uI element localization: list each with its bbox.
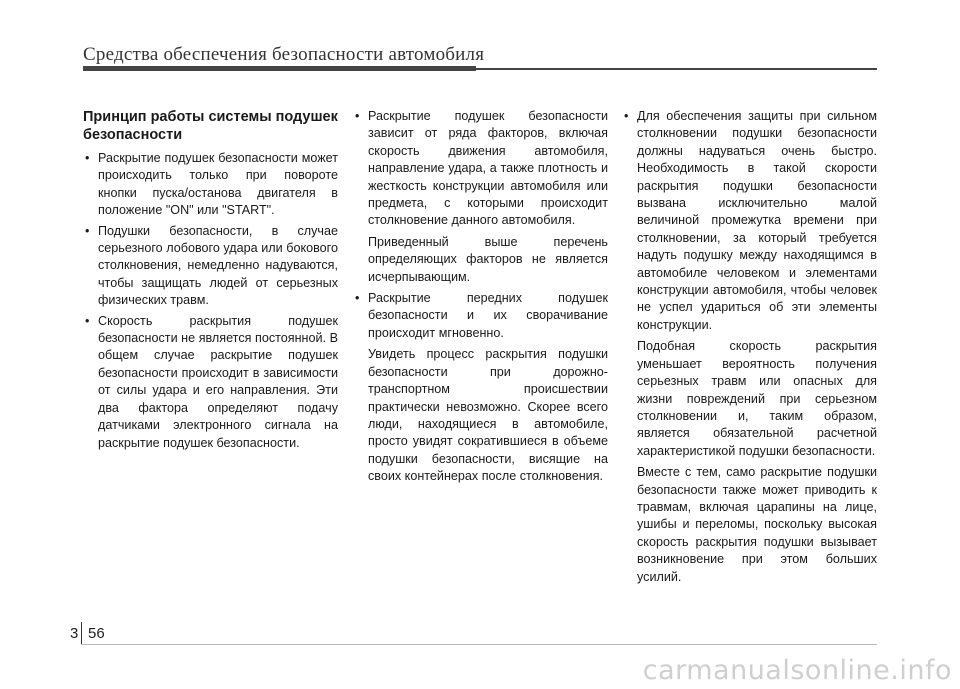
bullet-icon: •	[624, 109, 629, 123]
list-item-text: Раскрытие подушек безопасности может происходить только при повороте кнопки пуска/останова двигателя в положение "ON" или "START".	[98, 151, 338, 218]
paragraph: Вместе с тем, само раскрытие подушки безопасности также может приводить к травмам, включая царапины на лице, ушибы и переломы, поскольку высокая скорость раскрытия подушки вызывает возникновение при этом больших усилий.	[637, 465, 877, 584]
list-item	[622, 108, 877, 334]
list-item-text: Для обеспечения защиты при сильном столкновении подушки безопасности должны надуваться очень быстро. Необходимость в такой скорости раскрытия подушки безопасности вызвана исключительно малой величиной промежутка времени при столкновении, за который требуется надуть подушку между находящимся в автомобиле человеком и элементами конструкции автомобиля, чтобы человек не успел удариться об эти элементы конструкции.	[637, 109, 877, 332]
bullet-list	[353, 108, 608, 230]
column-1	[83, 108, 338, 455]
watermark: carmanualsonline.info	[642, 655, 952, 686]
bullet-list	[83, 150, 338, 452]
list-item	[83, 313, 338, 452]
header-rule	[83, 68, 877, 70]
bullet-icon: •	[355, 109, 360, 123]
list-item	[83, 150, 338, 220]
list-item	[353, 108, 608, 230]
bullet-list	[622, 108, 877, 334]
column-3	[622, 108, 877, 590]
bullet-list	[353, 290, 608, 342]
list-item-text: Скорость раскрытия подушек безопасности не является постоянной. В общем случае раскрытие подушек безопасности происходит в зависимости от силы удара и его направления. Эти два фактора определяют подачу датчиками электронного сигнала на раскрытие подушек безопасности.	[98, 313, 338, 450]
list-item	[353, 290, 608, 342]
paragraph: Увидеть процесс раскрытия подушки безопасности при дорожно-транспортном происшествии практически невозможно. Скорее всего люди, находящиеся в автомобиле, просто увидят сократившиеся в объеме подушки безопасности, висящие на своих контейнерах после столкновения.	[368, 347, 608, 484]
footer-rule	[81, 644, 877, 645]
column-2	[353, 108, 608, 490]
list-item	[83, 223, 338, 310]
chapter-number: 3	[70, 625, 79, 642]
list-item-text: Раскрытие передних подушек безопасности и их сворачивание происходит мгновенно.	[368, 291, 608, 340]
bullet-icon: •	[85, 151, 90, 165]
paragraph: Приведенный выше перечень определяющих факторов не является исчерпывающим.	[368, 234, 608, 284]
footer-divider	[81, 622, 82, 644]
page-header-title: Средства обеспечения безопасности автомобиля	[83, 44, 485, 65]
list-item-text: Раскрытие подушек безопасности зависит от ряда факторов, включая скорость движения автомобиля, направление удара, а также плотность и жесткость конструкции автомобиля или предмета, с которыми происходит столкновение данного автомобиля.	[368, 109, 608, 228]
bullet-icon: •	[85, 223, 90, 238]
bullet-icon: •	[85, 313, 90, 328]
section-heading: Принцип работы системы подушек безопасности	[83, 109, 338, 143]
paragraph: Подобная скорость раскрытия уменьшает вероятность получения серьезных травм или опасных для жизни повреждений при серьезном столкновении и, таким образом, является обязательной расчетной характеристикой подушки безопасности.	[637, 339, 877, 458]
page-number: 56	[88, 625, 105, 642]
bullet-icon: •	[355, 291, 360, 306]
list-item-text: Подушки безопасности, в случае серьезного лобового удара или бокового столкновения, немедленно надуваются, чтобы защищать людей от серьезных физических травм.	[98, 223, 338, 308]
